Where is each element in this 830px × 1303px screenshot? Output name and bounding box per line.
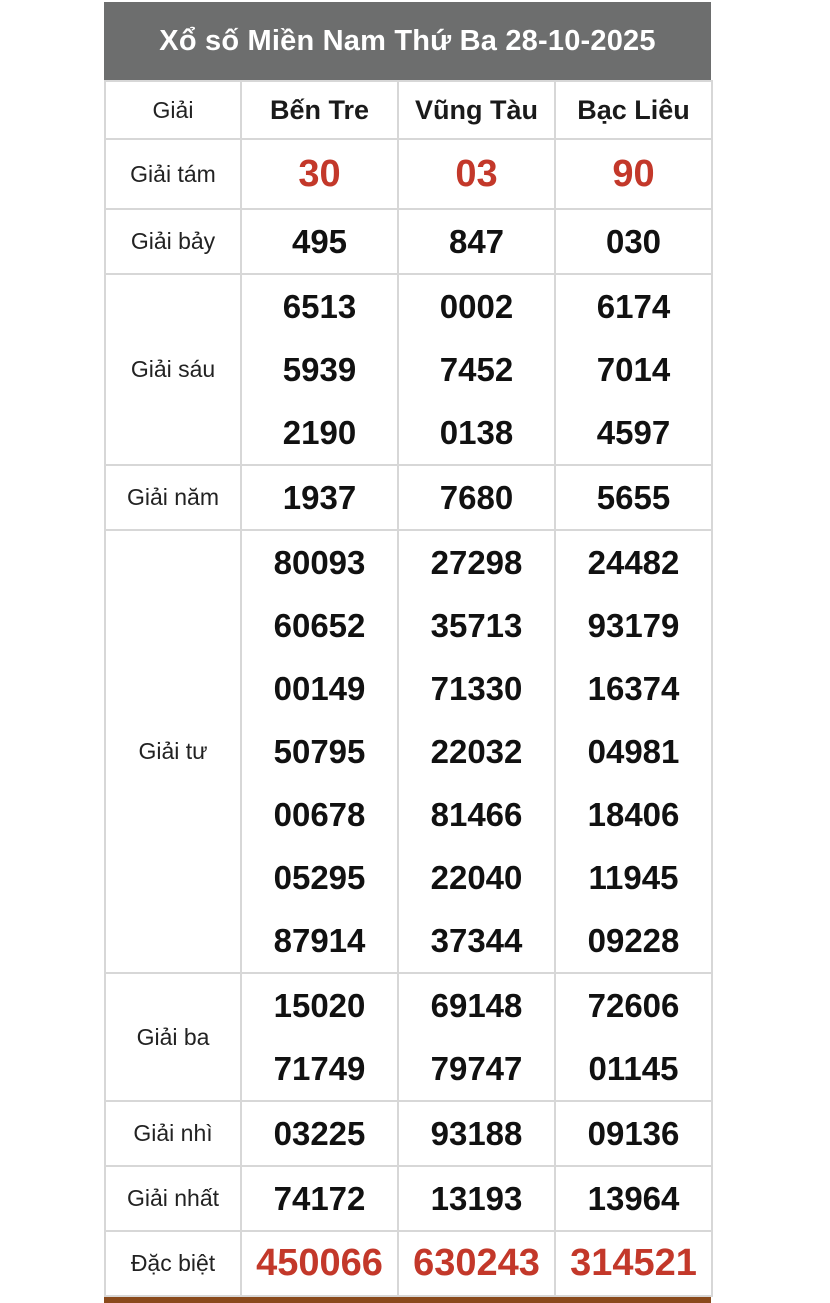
result-cell xyxy=(398,274,555,465)
winning-number: 314521 xyxy=(570,1242,697,1284)
result-cell xyxy=(555,973,712,1101)
winning-number: 24482 xyxy=(587,544,680,581)
result-cell xyxy=(241,139,398,209)
winning-number: 30 xyxy=(298,152,341,195)
result-cell xyxy=(398,209,555,274)
winning-number: 15020 xyxy=(273,987,366,1024)
result-cell xyxy=(241,530,398,973)
result-cell xyxy=(398,1231,555,1296)
winning-number: 11945 xyxy=(588,859,679,896)
winning-number: 1937 xyxy=(282,479,357,516)
winning-number: 22040 xyxy=(430,859,523,896)
result-cell xyxy=(241,1231,398,1296)
winning-number: 495 xyxy=(291,223,348,260)
result-cell xyxy=(241,209,398,274)
winning-number: 74172 xyxy=(273,1180,366,1217)
winning-number: 93179 xyxy=(587,607,680,644)
winning-number: 00149 xyxy=(273,670,366,707)
result-cell xyxy=(398,139,555,209)
winning-number: 18406 xyxy=(587,796,680,833)
winning-number: 81466 xyxy=(430,796,523,833)
winning-number: 0002 xyxy=(439,288,514,325)
winning-number: 6513 xyxy=(282,288,357,325)
winning-number: 50795 xyxy=(273,733,366,770)
prize-label: Giải ba xyxy=(105,973,241,1101)
result-cell xyxy=(241,973,398,1101)
table-header-row xyxy=(105,81,712,139)
prize-label: Giải năm xyxy=(105,465,241,530)
winning-number: 13964 xyxy=(587,1180,680,1217)
result-cell xyxy=(555,1101,712,1166)
result-cell xyxy=(555,530,712,973)
winning-number: 00678 xyxy=(273,796,366,833)
winning-number: 630243 xyxy=(413,1242,540,1284)
province-header[interactable]: Bến Tre xyxy=(241,81,398,139)
winning-number: 7452 xyxy=(439,351,514,388)
prize-column-header: Giải xyxy=(105,81,241,139)
result-cell xyxy=(398,1166,555,1231)
result-cell xyxy=(398,530,555,973)
province-header[interactable]: Bạc Liêu xyxy=(555,81,712,139)
winning-number: 93188 xyxy=(430,1115,523,1152)
result-cell xyxy=(241,465,398,530)
prize-row xyxy=(105,1101,712,1166)
winning-number: 71749 xyxy=(273,1050,366,1087)
result-cell xyxy=(241,1166,398,1231)
prize-label: Giải nhì xyxy=(105,1101,241,1166)
winning-number: 09228 xyxy=(587,922,680,959)
winning-number: 2190 xyxy=(282,414,357,451)
page-title: Xổ số Miền Nam Thứ Ba 28-10-2025 xyxy=(104,2,711,80)
result-cell xyxy=(241,274,398,465)
winning-number: 09136 xyxy=(587,1115,680,1152)
result-cell xyxy=(555,1231,712,1296)
prize-row xyxy=(105,1166,712,1231)
winning-number: 5655 xyxy=(596,479,671,516)
winning-number: 6174 xyxy=(596,288,671,325)
prize-row xyxy=(105,973,712,1101)
winning-number: 13193 xyxy=(430,1180,523,1217)
result-cell xyxy=(555,274,712,465)
winning-number: 7014 xyxy=(596,351,671,388)
province-header[interactable]: Vũng Tàu xyxy=(398,81,555,139)
prize-row xyxy=(105,530,712,973)
result-cell xyxy=(555,1166,712,1231)
winning-number: 5939 xyxy=(282,351,357,388)
result-cell xyxy=(398,1101,555,1166)
prize-row xyxy=(105,209,712,274)
winning-number: 69148 xyxy=(430,987,523,1024)
winning-number: 22032 xyxy=(430,733,523,770)
winning-number: 4597 xyxy=(596,414,671,451)
winning-number: 72606 xyxy=(587,987,680,1024)
result-cell xyxy=(241,1101,398,1166)
winning-number: 450066 xyxy=(256,1242,383,1284)
winning-number: 0138 xyxy=(439,414,514,451)
winning-number: 03225 xyxy=(273,1115,366,1152)
winning-number: 87914 xyxy=(273,922,366,959)
lottery-results xyxy=(104,2,711,1303)
winning-number: 27298 xyxy=(430,544,523,581)
prize-row xyxy=(105,139,712,209)
prize-label: Giải sáu xyxy=(105,274,241,465)
winning-number: 030 xyxy=(605,223,662,260)
result-cell xyxy=(555,209,712,274)
prize-row xyxy=(105,1231,712,1296)
winning-number: 847 xyxy=(448,223,505,260)
result-cell xyxy=(398,465,555,530)
winning-number: 16374 xyxy=(587,670,680,707)
result-cell xyxy=(555,139,712,209)
winning-number: 80093 xyxy=(273,544,366,581)
prize-label: Giải nhất xyxy=(105,1166,241,1231)
prize-label: Giải tám xyxy=(105,139,241,209)
prize-label: Giải tư xyxy=(105,530,241,973)
winning-number: 7680 xyxy=(439,479,514,516)
winning-number: 35713 xyxy=(430,607,523,644)
winning-number: 01145 xyxy=(588,1050,679,1087)
results-table xyxy=(104,80,713,1297)
winning-number: 79747 xyxy=(430,1050,523,1087)
winning-number: 71330 xyxy=(430,670,523,707)
winning-number: 04981 xyxy=(587,733,680,770)
winning-number: 60652 xyxy=(273,607,366,644)
bottom-divider xyxy=(104,1297,711,1303)
prize-row xyxy=(105,465,712,530)
winning-number: 03 xyxy=(455,152,498,195)
result-cell xyxy=(555,465,712,530)
result-cell xyxy=(398,973,555,1101)
winning-number: 90 xyxy=(612,152,655,195)
winning-number: 05295 xyxy=(273,859,366,896)
prize-label: Giải bảy xyxy=(105,209,241,274)
winning-number: 37344 xyxy=(430,922,523,959)
prize-label: Đặc biệt xyxy=(105,1231,241,1296)
prize-row xyxy=(105,274,712,465)
